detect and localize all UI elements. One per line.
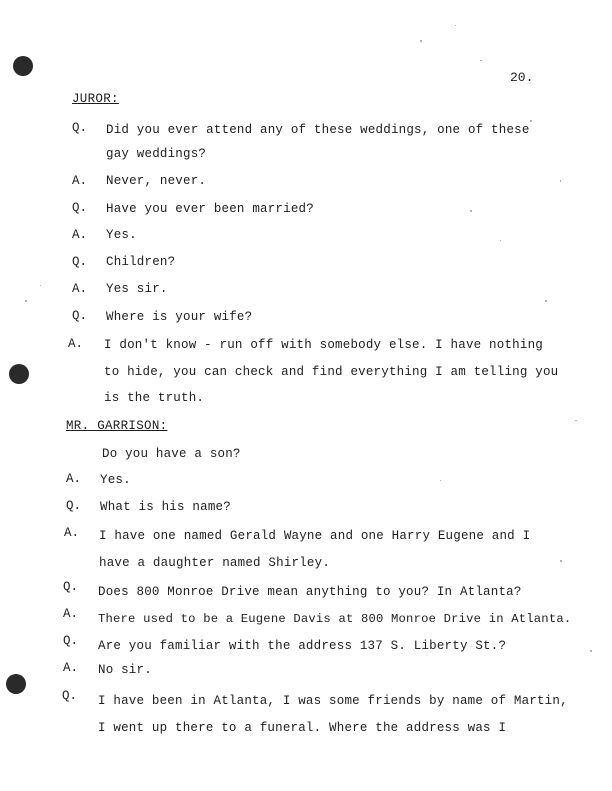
line-label: Q. (72, 309, 88, 323)
line-label: A. (64, 526, 80, 540)
transcript-line: gay weddings? (106, 147, 207, 161)
transcript-line: What is his name? (100, 500, 231, 514)
line-label: Q. (72, 121, 88, 135)
transcript-line: Have you ever been married? (106, 202, 314, 216)
line-label: A. (63, 607, 79, 621)
transcript-line: Are you familiar with the address 137 S. Liberty St.? (98, 639, 507, 653)
punch-hole-top (13, 56, 33, 76)
line-label: Q. (66, 499, 82, 513)
transcript-line: have a daughter named Shirley. (99, 556, 331, 570)
transcript-line: Yes. (100, 473, 131, 487)
line-label: A. (72, 228, 88, 242)
transcript-line: Do you have a son? (102, 447, 241, 461)
line-label: Q. (72, 255, 88, 269)
transcript-line: There used to be a Eugene Davis at 800 Monroe Drive in Atlanta. (98, 612, 572, 626)
transcript-line: I went up there to a funeral. Where the address was I (98, 721, 507, 735)
transcript-line: I have one named Gerald Wayne and one Harry Eugene and I (99, 529, 531, 543)
transcript-line: Where is your wife? (106, 310, 253, 324)
line-label: Q. (63, 580, 79, 594)
transcript-line: I have been in Atlanta, I was some friends by name of Martin, (98, 694, 568, 708)
page-number: 20. (510, 70, 534, 85)
line-label: A. (72, 174, 88, 188)
transcript-line: No sir. (98, 663, 152, 677)
transcript-line: Children? (106, 255, 176, 269)
transcript-line: to hide, you can check and find everything I am telling you (104, 365, 559, 379)
line-label: A. (66, 472, 82, 486)
transcript-line: Does 800 Monroe Drive mean anything to you? In Atlanta? (98, 585, 522, 599)
speaker-mr-garrison: MR. GARRISON: (66, 419, 168, 433)
transcript-line: is the truth. (104, 391, 205, 405)
transcript-line: Yes sir. (106, 282, 168, 296)
punch-hole-bottom (6, 674, 26, 694)
transcript-line: Did you ever attend any of these weddings, one of these (106, 123, 530, 137)
transcript-line: I don't know - run off with somebody else. I have nothing (104, 338, 543, 352)
line-label: Q. (72, 201, 88, 215)
line-label: Q. (62, 689, 78, 703)
line-label: A. (68, 337, 84, 351)
line-label: Q. (63, 634, 79, 648)
punch-hole-middle (9, 364, 29, 384)
line-label: A. (63, 661, 79, 675)
speaker-juror: JUROR: (72, 92, 119, 106)
transcript-line: Yes. (106, 228, 137, 242)
line-label: A. (72, 282, 88, 296)
transcript-line: Never, never. (106, 174, 207, 188)
